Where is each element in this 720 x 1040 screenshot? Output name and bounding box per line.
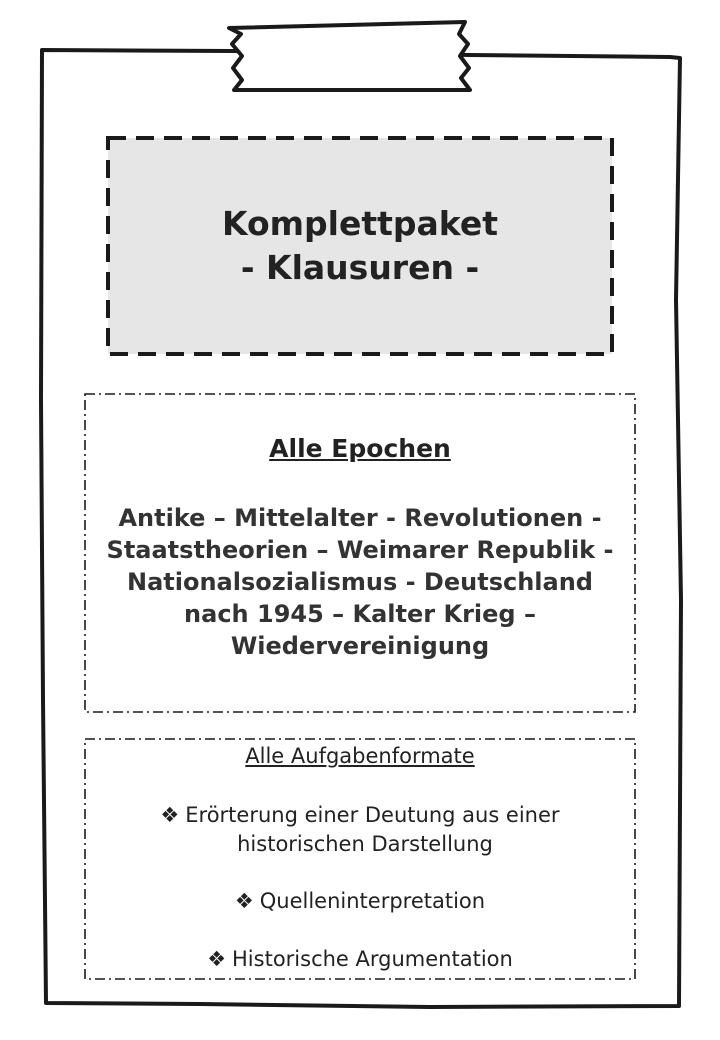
formats-heading: Alle Aufgabenformate — [245, 744, 475, 768]
title-line-1: Komplettpaket — [221, 204, 499, 243]
tape-strip — [229, 22, 470, 90]
list-item — [85, 887, 635, 916]
list-item-line: Quelleninterpretation — [259, 889, 486, 913]
epochs-box — [85, 394, 635, 712]
diamond-bullet-icon: ❖ — [207, 947, 227, 971]
epochs-list: Antike – Mittelalter - Revolutionen - Staatstheorien – Weimarer Republik - Nationalsozialismus - Deutschland nach 1945 – Kalter Krieg – Wiedervereinigung — [106, 504, 614, 660]
list-item-line: Erörterung einer Deutung aus einer — [185, 803, 560, 827]
list-item-line: historischen Darstellung — [237, 832, 493, 856]
diamond-bullet-icon: ❖ — [234, 889, 254, 913]
title-line-2: - Klausuren - — [240, 248, 480, 287]
diamond-bullet-icon: ❖ — [160, 803, 180, 827]
list-item — [85, 801, 635, 859]
formats-box — [85, 739, 635, 979]
list-item-line: Historische Argumentation — [232, 947, 513, 971]
title-box — [108, 138, 612, 354]
list-item — [85, 945, 635, 974]
epochs-heading: Alle Epochen — [269, 434, 451, 463]
